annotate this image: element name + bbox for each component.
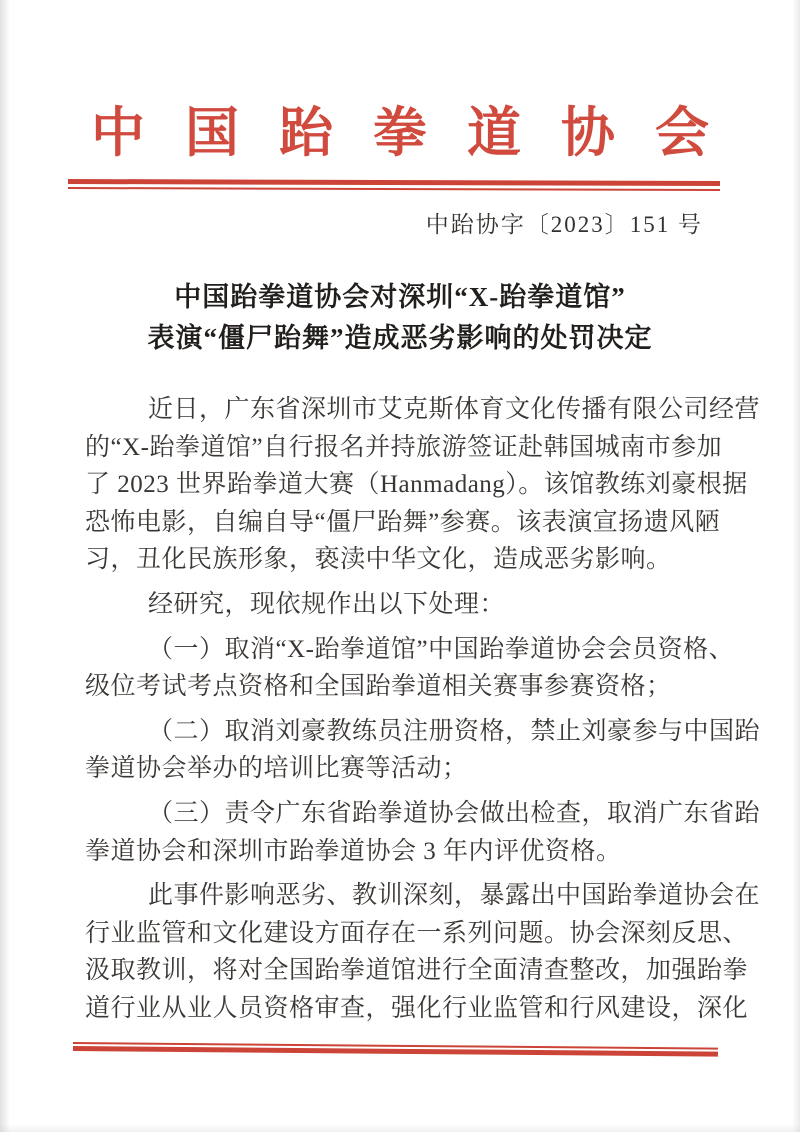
document-number: 中跆协字〔2023〕151 号 (425, 212, 703, 237)
body-line: 汲取教训，将对全国跆拳道馆进行全面清查整改，加强跆拳 (85, 957, 749, 985)
body-paragraph (85, 713, 761, 788)
document-title (0, 277, 800, 359)
body-line: 道行业从业人员资格审查，强化行业监管和行风建设，深化 (85, 994, 749, 1022)
body-line: 恐怖电影，自编自导“僵尸跆舞”参赛。该表演宣扬遗风陋 (85, 508, 721, 536)
body-line: （一）取消“X-跆拳道馆”中国跆拳道协会会员资格、 (148, 635, 735, 663)
body-line: 近日，广东省深圳市艾克斯体育文化传播有限公司经营 (148, 396, 761, 423)
body-paragraph (85, 586, 730, 624)
body-line: 习，丑化民族形象，亵渎中华文化，造成恶劣影响。 (85, 546, 672, 574)
body-line: 了 2023 世界跆拳道大赛（Hanmadang）。该馆教练刘豪根据 (85, 471, 748, 499)
document-title-line1: 中国跆拳道协会对深圳“X-跆拳道馆” (174, 282, 626, 312)
body-line: 拳道协会和深圳市跆拳道协会 3 年内评优资格。 (85, 837, 622, 865)
body-line: 拳道协会举办的培训比赛等活动； (85, 755, 468, 783)
body-line: 经研究，现依规作出以下处理： (148, 590, 506, 618)
body-line: 级位考试考点资格和全国跆拳道相关赛事参赛资格； (85, 673, 672, 701)
body-line: （三）责令广东省跆拳道协会做出检查，取消广东省跆 (148, 799, 761, 827)
body-paragraph (85, 877, 761, 1027)
header-rule-thin (68, 187, 720, 191)
body-line: （二）取消刘豪教练员注册资格，禁止刘豪参与中国跆 (148, 717, 761, 745)
body-paragraph (85, 631, 735, 706)
body-paragraph (85, 391, 761, 579)
document-title-line2: 表演“僵尸跆舞”造成恶劣影响的处罚决定 (147, 323, 653, 353)
body-line: 行业监管和文化建设方面存在一系列问题。协会深刻反思、 (85, 919, 749, 947)
body-line: 的“X-跆拳道馆”自行报名并持旅游签证赴韩国城南市参加 (85, 433, 723, 461)
body-paragraph (85, 795, 761, 870)
body-line: 此事件影响恶劣、教训深刻，暴露出中国跆拳道协会在 (148, 882, 761, 910)
letterhead-org-name-text: 中国跆拳道协会 (91, 103, 749, 163)
scan-edge-bottom (0, 1124, 800, 1132)
document-body (85, 391, 761, 1028)
letterhead-org-name (0, 96, 800, 170)
header-rule-thick (68, 179, 720, 186)
